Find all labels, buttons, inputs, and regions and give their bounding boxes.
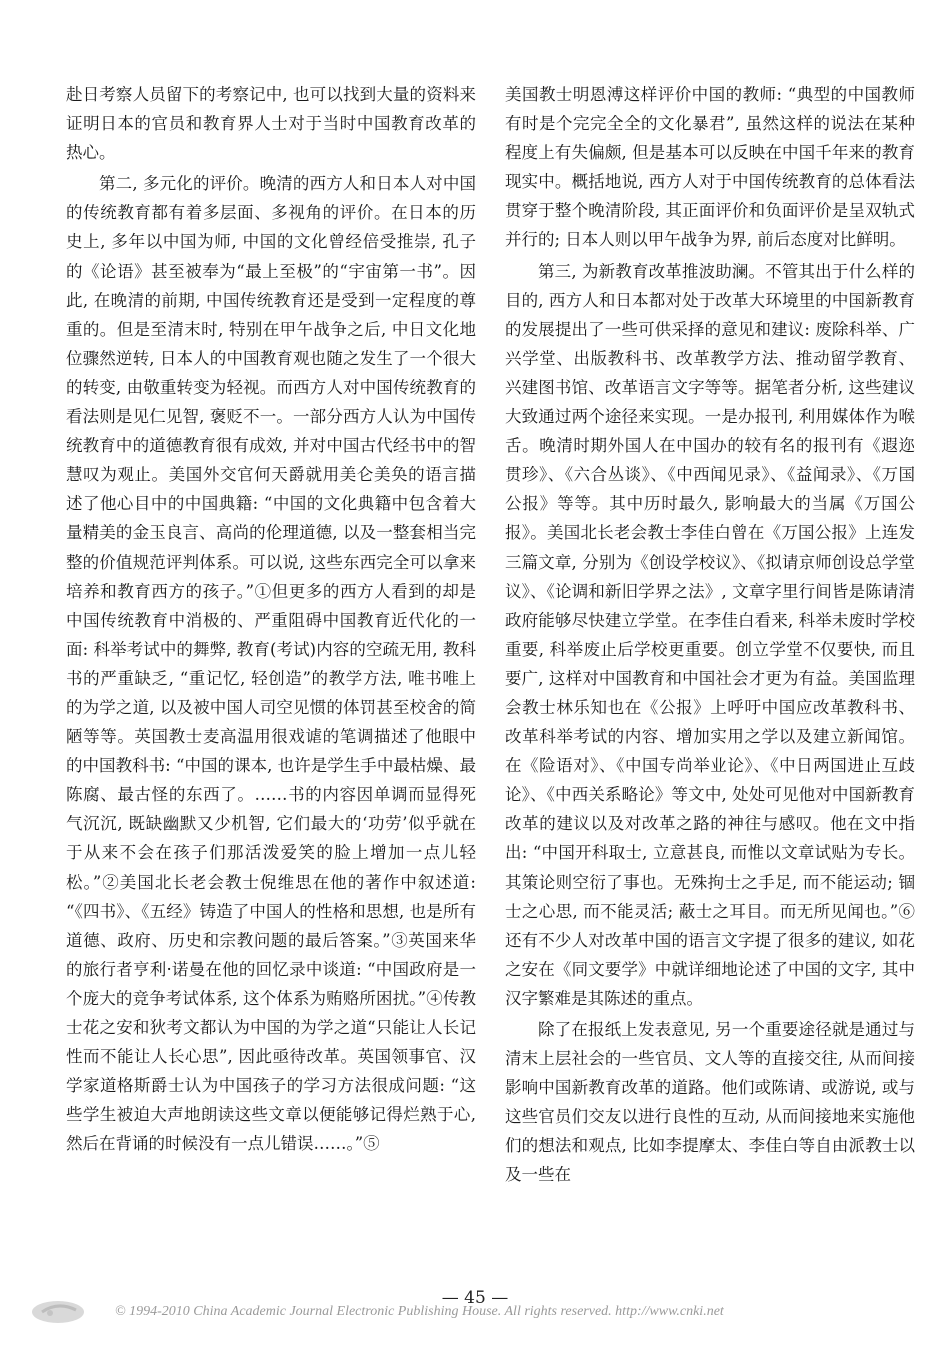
paragraph: 赴日考察人员留下的考察记中, 也可以找到大量的资料来证明日本的官员和教育界人士对于当时中国教育改革的热心。 [66, 85, 476, 163]
right-column [505, 80, 915, 1190]
cnki-logo-icon [28, 1297, 100, 1327]
paragraph: 第二, 多元化的评价。晚清的西方人和日本人对中国的传统教育都有着多层面、多视角的评价。在日本的历史上, 多年以中国为师, 中国的文化曾经倍受推崇, 孔子的《论语》甚至被奉为“最上至极”的“宇宙第一书”。因此, 在晚清的前期, 中国传统教育还是受到一定程度的尊重的。但是至清末时, 特别在甲午战争之后, 中日文化地位骤然逆转, 日本人的中国教育观也随之发生了一个很大的转变, 由敬重转变为轻视。而西方人对中国传统教育的看法则是见仁见智, 褒贬不一。一部分西方人认为中国传统教育中的道德教育很有成效, 并对中国古代经书中的智慧叹为观止。美国外交官何天爵就用美仑美奂的语言描述了他心目中的中国典籍: “中国的文化典籍中包含着大量精美的金玉良言、高尚的伦理道德, 以及一整套相当完整的价值规范评判体系。可以说, 这些东西完全可以拿来培养和教育西方的孩子。”①但更多的西方人看到的却是中国传统教育中消极的、严重阻碍中国教育近代化的一面: 科举考试中的舞弊, 教育(考试)内容的空疏无用, 教科书的严重缺乏, “重记忆, 轻创造”的教学方法, 唯书唯上的为学之道, 以及被中国人司空见惯的体罚甚至校舍的简陋等等。英国教士麦高温用很戏谑的笔调描述了他眼中的中国教科书: “中国的课本, 也许是学生手中最枯燥、最陈腐、最古怪的东西了。……书的内容因单调而显得死气沉沉, 既缺幽默又少机智, 它们最大的‘功劳’似乎就在于从来不会在孩子们那活泼爱笑的脸上增加一点儿轻松。”②美国北长老会教士倪维思在他的著作中叙述道: “《四书》、《五经》铸造了中国人的性格和思想, 也是所有道德、政府、历史和宗教问题的最后答案。”③英国来华的旅行者亨利·诺曼在他的回忆录中谈道: “中国政府是一个庞大的竞争考试体系, 这个体系为贿赂所困扰。”④传教士花之安和狄考文都认为中国的为学之道“只能让人长记性而不能让人长心思”, 因此亟待改革。英国领事官、汉学家道格斯爵士认为中国孩子的学习方法很成问题: “这些学生被迫大声地朗读这些文章以便能够记得烂熟于心, 然后在背诵的时候没有一点儿错误……。”⑤ [66, 174, 476, 1154]
paragraph: 第三, 为新教育改革推波助澜。不管其出于什么样的目的, 西方人和日本都对处于改革大环境里的中国新教育的发展提出了一些可供采择的意见和建议: 废除科举、广兴学堂、出版教科书、改革教学方法、推动留学教育、兴建图书馆、改革语言文字等等。据笔者分析, 这些建议大致通过两个途径来实现。一是办报刊, 利用媒体作为喉舌。晚清时期外国人在中国办的较有名的报刊有《遐迩贯珍》、《六合丛谈》、《中西闻见录》、《益闻录》、《万国公报》等等。其中历时最久, 影响最大的当属《万国公报》。美国北长老会教士李佳白曾在《万国公报》上连发三篇文章, 分别为《创设学校议》、《拟请京师创设总学堂议》、《论调和新旧学界之法》, 文章字里行间皆是陈请清政府能够尽快建立学堂。在李佳白看来, 科举未废时学校重要, 科举废止后学校更重要。创立学堂不仅要快, 而且要广, 这样对中国教育和中国社会才更为有益。美国监理会教士林乐知也在《公报》上呼吁中国应改革教科书、改革科举考试的内容、增加实用之学以及建立新闻馆。在《险语对》、《中国专尚举业论》、《中日两国进止互歧论》、《中西关系略论》等文中, 处处可见他对中国新教育改革的建议以及对改革之路的神往与感叹。他在文中指出: “中国开科取士, 立意甚良, 而惟以文章试贴为专长。其策论则空衍了事也。无殊拘士之手足, 而不能运动; 锢士之心思, 而不能灵活; 蔽士之耳目。而无所见闻也。”⑥还有不少人对改革中国的语言文字提了很多的建议, 如花之安在《同文要学》中就详细地论述了中国的文字, 其中汉字繁难是其陈述的重点。 [505, 261, 915, 1008]
page-number: — 45 — [441, 1288, 509, 1308]
paragraph: 除了在报纸上发表意见, 另一个重要途径就是通过与清末上层社会的一些官员、文人等的直接交往, 从而间接影响中国新教育改革的道路。他们或陈请、或游说, 或与这些官员们交友以进行良性的互动, 从而间接地来实施他们的想法和观点, 比如李提摩太、李佳白等自由派教士以及一些在 [505, 1020, 915, 1185]
paragraph: 美国教士明恩溥这样评价中国的教师: “典型的中国教师有时是个完完全全的文化暴君”, 虽然这样的说法在某种程度上有失偏颇, 但是基本可以反映在中国千年来的教育现实中。概括地说, 西方人对于中国传统教育的总体看法贯穿于整个晚清阶段, 其正面评价和负面评价是呈双轨式并行的; 日本人则以甲午战争为界, 前后态度对比鲜明。 [505, 85, 915, 250]
copyright-footer: © 1994-2010 China Academic Journal Electronic Publishing House. All rights reserved. http://www.cnki.net [115, 1304, 724, 1319]
left-column [66, 80, 476, 1158]
